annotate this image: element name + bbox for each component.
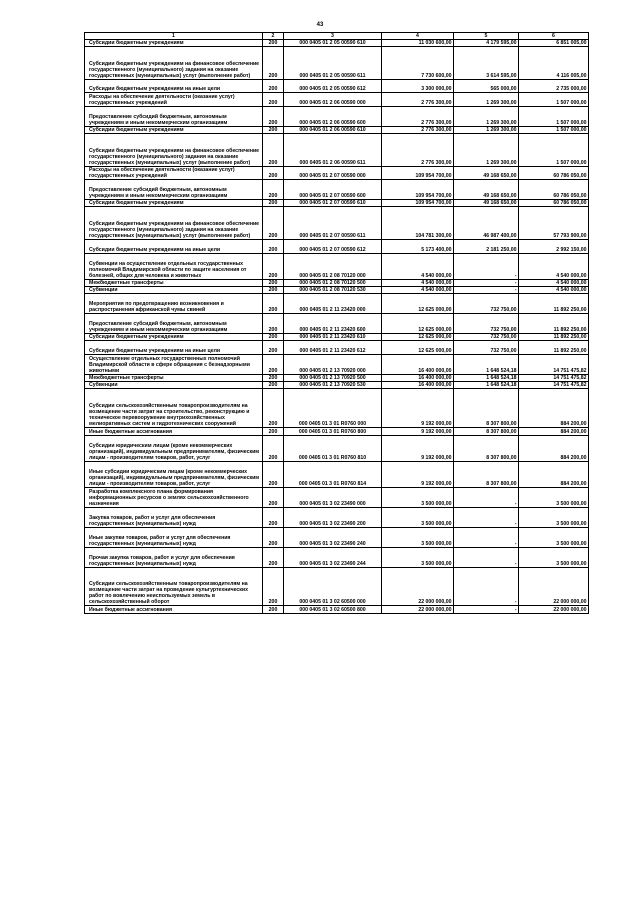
- row-remainder-cell: 60 786 050,00: [519, 200, 589, 207]
- table-row: [85, 79, 589, 93]
- row-code-cell: 200: [263, 253, 284, 279]
- row-approved-cell: 109 954 700,00: [382, 180, 454, 200]
- row-classifier-cell: 000 0405 01 3 02 60500 000: [284, 567, 382, 606]
- row-approved-cell: 12 625 000,00: [382, 314, 454, 334]
- row-approved-cell: 2 776 300,00: [382, 126, 454, 133]
- page-number: 43: [316, 22, 324, 28]
- row-name-cell: Расходы на обеспечение деятельности (оказание услуг) государственных учреждений: [85, 166, 263, 180]
- row-approved-cell: 16 400 000,00: [382, 374, 454, 381]
- row-executed-cell: 46 987 400,00: [454, 207, 519, 240]
- row-classifier-cell: 000 0405 01 2 11 23420 612: [284, 341, 382, 355]
- row-approved-cell: 3 500 000,00: [382, 547, 454, 567]
- row-code-cell: 200: [263, 435, 284, 461]
- table-row: [85, 389, 589, 428]
- row-executed-cell: -: [454, 287, 519, 294]
- row-name-cell: Субсидии бюджетным учреждениям: [85, 126, 263, 133]
- row-code-cell: 200: [263, 200, 284, 207]
- row-classifier-cell: 000 0405 01 2 06 00590 611: [284, 134, 382, 167]
- row-code-cell: 200: [263, 334, 284, 341]
- row-executed-cell: 8 307 800,00: [454, 435, 519, 461]
- row-name-cell: Межбюджетные трансферты: [85, 374, 263, 381]
- table-row: [85, 166, 589, 180]
- row-classifier-cell: 000 0405 01 2 05 00590 610: [284, 40, 382, 47]
- row-classifier-cell: 000 0405 01 2 13 70920 000: [284, 355, 382, 375]
- row-code-cell: 200: [263, 428, 284, 435]
- row-executed-cell: 732 750,00: [454, 314, 519, 334]
- row-executed-cell: 1 269 300,00: [454, 93, 519, 107]
- row-classifier-cell: 000 0405 01 2 05 00590 611: [284, 47, 382, 80]
- row-approved-cell: 16 400 000,00: [382, 355, 454, 375]
- row-remainder-cell: 14 751 475,82: [519, 355, 589, 375]
- table-row: [85, 461, 589, 487]
- row-classifier-cell: 000 0405 01 2 08 70120 530: [284, 287, 382, 294]
- row-approved-cell: 12 625 000,00: [382, 341, 454, 355]
- row-classifier-cell: 000 0405 01 2 06 00590 000: [284, 93, 382, 107]
- row-approved-cell: 109 954 700,00: [382, 166, 454, 180]
- row-code-cell: 200: [263, 47, 284, 80]
- row-classifier-cell: 000 0405 01 3 02 23490 240: [284, 527, 382, 547]
- row-approved-cell: 3 500 000,00: [382, 527, 454, 547]
- row-name-cell: Субсидии бюджетным учреждениям на финансовое обеспечение государственного (муниципального) задания на оказание государственных (муниципальных) услуг (выполнение работ): [85, 47, 263, 80]
- row-name-cell: Предоставление субсидий бюджетным, автономным учреждениям и иным некоммерческим организациям: [85, 180, 263, 200]
- row-name-cell: Субсидии бюджетным учреждениям на иные цели: [85, 79, 263, 93]
- row-approved-cell: 3 300 000,00: [382, 79, 454, 93]
- table-row: [85, 547, 589, 567]
- row-classifier-cell: 000 0405 01 2 07 00590 611: [284, 207, 382, 240]
- row-code-cell: 200: [263, 527, 284, 547]
- row-code-cell: 200: [263, 40, 284, 47]
- row-classifier-cell: 000 0405 01 2 07 00590 600: [284, 180, 382, 200]
- table-header-row: [85, 33, 589, 40]
- row-name-cell: Закупка товаров, работ и услуг для обеспечения государственных (муниципальных) нужд: [85, 507, 263, 527]
- row-name-cell: Предоставление субсидий бюджетным, автономным учреждениям и иным некоммерческим организациям: [85, 106, 263, 126]
- row-name-cell: Субсидии бюджетным учреждениям на иные цели: [85, 239, 263, 253]
- table-row: [85, 487, 589, 507]
- row-code-cell: 200: [263, 126, 284, 133]
- row-classifier-cell: 000 0405 01 2 08 70120 000: [284, 253, 382, 279]
- row-executed-cell: 8 307 800,00: [454, 461, 519, 487]
- table-row: [85, 294, 589, 314]
- row-code-cell: 200: [263, 314, 284, 334]
- row-remainder-cell: 884 200,00: [519, 389, 589, 428]
- table-row: [85, 279, 589, 286]
- table-row: [85, 239, 589, 253]
- row-executed-cell: 565 000,00: [454, 79, 519, 93]
- row-remainder-cell: 57 793 900,00: [519, 207, 589, 240]
- table-row: [85, 382, 589, 389]
- row-name-cell: Иные бюджетные ассигнования: [85, 428, 263, 435]
- column-header: 3: [284, 33, 382, 40]
- row-remainder-cell: 6 851 005,00: [519, 40, 589, 47]
- row-executed-cell: -: [454, 507, 519, 527]
- table-row: [85, 180, 589, 200]
- row-remainder-cell: 3 500 000,00: [519, 507, 589, 527]
- row-code-cell: 200: [263, 389, 284, 428]
- row-classifier-cell: 000 0405 01 2 06 00590 600: [284, 106, 382, 126]
- table-row: [85, 606, 589, 613]
- row-approved-cell: 4 540 000,00: [382, 287, 454, 294]
- row-executed-cell: 1 269 300,00: [454, 134, 519, 167]
- column-header: 1: [85, 33, 263, 40]
- row-remainder-cell: 884 200,00: [519, 461, 589, 487]
- row-executed-cell: 3 614 595,00: [454, 47, 519, 80]
- row-classifier-cell: 000 0405 01 3 02 23490 200: [284, 507, 382, 527]
- row-remainder-cell: 11 892 250,00: [519, 341, 589, 355]
- row-code-cell: 200: [263, 287, 284, 294]
- row-classifier-cell: 000 0405 01 3 02 23490 244: [284, 547, 382, 567]
- row-name-cell: Осуществление отдельных государственных полномочий Владимирской области в сфере обращения с безнадзорными животными: [85, 355, 263, 375]
- row-executed-cell: 8 307 800,00: [454, 428, 519, 435]
- row-executed-cell: 49 168 650,00: [454, 180, 519, 200]
- row-code-cell: 200: [263, 374, 284, 381]
- table-row: [85, 93, 589, 107]
- row-classifier-cell: 000 0405 01 3 01 R0760 000: [284, 389, 382, 428]
- row-remainder-cell: 2 735 000,00: [519, 79, 589, 93]
- row-remainder-cell: 2 992 150,00: [519, 239, 589, 253]
- row-code-cell: 200: [263, 606, 284, 613]
- row-name-cell: Субсидии сельскохозяйственным товаропроизводителям на возмещение части затрат на строительство, реконструкцию и техническое перевооружение внутрихозяйственных мелиоративных систем и гидротехнических сооружений: [85, 389, 263, 428]
- row-classifier-cell: 000 0405 01 3 01 R0760 814: [284, 461, 382, 487]
- row-code-cell: 200: [263, 239, 284, 253]
- table-row: [85, 341, 589, 355]
- row-approved-cell: 22 000 000,00: [382, 606, 454, 613]
- row-name-cell: Субсидии бюджетным учреждениям: [85, 40, 263, 47]
- row-classifier-cell: 000 0405 01 2 11 23420 600: [284, 314, 382, 334]
- row-executed-cell: 49 168 650,00: [454, 200, 519, 207]
- row-executed-cell: -: [454, 279, 519, 286]
- row-remainder-cell: 60 786 050,00: [519, 166, 589, 180]
- row-name-cell: Субсидии бюджетным учреждениям: [85, 200, 263, 207]
- row-approved-cell: 12 625 000,00: [382, 294, 454, 314]
- row-name-cell: Субвенции на осуществление отдельных государственных полномочий Владимирской области по защите населения от болезней, общих для человека и животных: [85, 253, 263, 279]
- row-executed-cell: 732 750,00: [454, 334, 519, 341]
- row-remainder-cell: 4 540 000,00: [519, 253, 589, 279]
- table-row: [85, 334, 589, 341]
- row-executed-cell: 2 181 250,00: [454, 239, 519, 253]
- row-approved-cell: 5 173 400,00: [382, 239, 454, 253]
- row-classifier-cell: 000 0405 01 2 05 00590 612: [284, 79, 382, 93]
- row-name-cell: Предоставление субсидий бюджетным, автономным учреждениям и иным некоммерческим организациям: [85, 314, 263, 334]
- row-remainder-cell: 22 000 000,00: [519, 606, 589, 613]
- row-name-cell: Иные закупки товаров, работ и услуг для обеспечения государственных (муниципальных) нужд: [85, 527, 263, 547]
- row-remainder-cell: 884 200,00: [519, 428, 589, 435]
- row-code-cell: 200: [263, 547, 284, 567]
- table-row: [85, 428, 589, 435]
- row-name-cell: Расходы на обеспечение деятельности (оказание услуг) государственных учреждений: [85, 93, 263, 107]
- table-row: [85, 567, 589, 606]
- row-executed-cell: -: [454, 567, 519, 606]
- row-code-cell: 200: [263, 106, 284, 126]
- row-executed-cell: -: [454, 547, 519, 567]
- table-row: [85, 314, 589, 334]
- row-code-cell: 200: [263, 93, 284, 107]
- row-code-cell: 200: [263, 355, 284, 375]
- row-remainder-cell: 3 500 000,00: [519, 487, 589, 507]
- row-code-cell: 200: [263, 279, 284, 286]
- row-classifier-cell: 000 0405 01 3 01 R0760 800: [284, 428, 382, 435]
- table-row: [85, 126, 589, 133]
- row-code-cell: 200: [263, 567, 284, 606]
- row-code-cell: 200: [263, 382, 284, 389]
- row-name-cell: Субвенции: [85, 382, 263, 389]
- table-row: [85, 200, 589, 207]
- row-executed-cell: -: [454, 487, 519, 507]
- row-remainder-cell: 4 540 000,00: [519, 279, 589, 286]
- row-code-cell: 200: [263, 461, 284, 487]
- row-classifier-cell: 000 0405 01 2 13 70920 500: [284, 374, 382, 381]
- row-name-cell: Субсидии бюджетным учреждениям на финансовое обеспечение государственного (муниципального) задания на оказание государственных (муниципальных) услуг (выполнение работ): [85, 134, 263, 167]
- table-row: [85, 106, 589, 126]
- row-approved-cell: 104 781 300,00: [382, 207, 454, 240]
- table-row: [85, 253, 589, 279]
- row-classifier-cell: 000 0405 01 2 11 23420 610: [284, 334, 382, 341]
- row-approved-cell: 16 400 000,00: [382, 382, 454, 389]
- row-remainder-cell: 11 892 250,00: [519, 294, 589, 314]
- table-row: [85, 435, 589, 461]
- row-approved-cell: 2 776 300,00: [382, 134, 454, 167]
- row-approved-cell: 12 625 000,00: [382, 334, 454, 341]
- table-row: [85, 287, 589, 294]
- row-executed-cell: 49 168 650,00: [454, 166, 519, 180]
- row-classifier-cell: 000 0405 01 2 13 70920 530: [284, 382, 382, 389]
- row-remainder-cell: 60 786 050,00: [519, 180, 589, 200]
- row-approved-cell: 7 730 600,00: [382, 47, 454, 80]
- row-classifier-cell: 000 0405 01 3 01 R0760 810: [284, 435, 382, 461]
- row-remainder-cell: 1 507 000,00: [519, 134, 589, 167]
- row-executed-cell: 8 307 800,00: [454, 389, 519, 428]
- table-row: [85, 355, 589, 375]
- row-approved-cell: 4 540 000,00: [382, 279, 454, 286]
- row-name-cell: Межбюджетные трансферты: [85, 279, 263, 286]
- row-executed-cell: 1 269 300,00: [454, 126, 519, 133]
- row-remainder-cell: 4 116 005,00: [519, 47, 589, 80]
- row-classifier-cell: 000 0405 01 2 08 70120 500: [284, 279, 382, 286]
- row-remainder-cell: 884 200,00: [519, 435, 589, 461]
- row-classifier-cell: 000 0405 01 2 11 23420 000: [284, 294, 382, 314]
- row-name-cell: Иные бюджетные ассигнования: [85, 606, 263, 613]
- row-name-cell: Субсидии бюджетным учреждениям на финансовое обеспечение государственного (муниципального) задания на оказание государственных (муниципальных) услуг (выполнение работ): [85, 207, 263, 240]
- budget-execution-table: [84, 32, 589, 614]
- table-row: [85, 507, 589, 527]
- row-name-cell: Иные субсидии юридическим лицам (кроме некоммерческих организаций), индивидуальным предпринимателям, физическим лицам - производителям товаров, работ, услуг: [85, 461, 263, 487]
- row-name-cell: Разработка комплексного плана формирования информационных ресурсов о землях сельскохозяйственного назначения: [85, 487, 263, 507]
- row-name-cell: Субсидии сельскохозяйственным товаропроизводителям на возмещение части затрат на проведение культуртехнических работ по вовлечению неиспользуемых земель в сельскохозяйственный оборот: [85, 567, 263, 606]
- table-row: [85, 47, 589, 80]
- column-header: 4: [382, 33, 454, 40]
- row-code-cell: 200: [263, 341, 284, 355]
- row-name-cell: Субсидии бюджетным учреждениям на иные цели: [85, 341, 263, 355]
- row-code-cell: 200: [263, 207, 284, 240]
- column-header: 5: [454, 33, 519, 40]
- row-classifier-cell: 000 0405 01 2 06 00590 610: [284, 126, 382, 133]
- row-classifier-cell: 000 0405 01 3 02 60500 800: [284, 606, 382, 613]
- row-code-cell: 200: [263, 79, 284, 93]
- table-row: [85, 527, 589, 547]
- row-name-cell: Субсидии бюджетным учреждениям: [85, 334, 263, 341]
- row-classifier-cell: 000 0405 01 3 02 23490 000: [284, 487, 382, 507]
- column-header: 6: [519, 33, 589, 40]
- row-executed-cell: 1 648 524,18: [454, 355, 519, 375]
- row-executed-cell: 4 179 595,00: [454, 40, 519, 47]
- table-row: [85, 40, 589, 47]
- row-executed-cell: -: [454, 253, 519, 279]
- row-remainder-cell: 3 500 000,00: [519, 527, 589, 547]
- row-executed-cell: 732 750,00: [454, 341, 519, 355]
- row-code-cell: 200: [263, 134, 284, 167]
- row-approved-cell: 11 030 600,00: [382, 40, 454, 47]
- row-approved-cell: 9 192 000,00: [382, 428, 454, 435]
- row-remainder-cell: 22 000 000,00: [519, 567, 589, 606]
- row-code-cell: 200: [263, 180, 284, 200]
- row-remainder-cell: 11 892 250,00: [519, 314, 589, 334]
- row-classifier-cell: 000 0405 01 2 07 00590 612: [284, 239, 382, 253]
- row-approved-cell: 9 192 000,00: [382, 461, 454, 487]
- row-remainder-cell: 14 751 475,82: [519, 382, 589, 389]
- row-approved-cell: 9 192 000,00: [382, 435, 454, 461]
- row-executed-cell: -: [454, 527, 519, 547]
- row-approved-cell: 109 954 700,00: [382, 200, 454, 207]
- row-remainder-cell: 3 500 000,00: [519, 547, 589, 567]
- table-row: [85, 207, 589, 240]
- row-approved-cell: 9 192 000,00: [382, 389, 454, 428]
- row-approved-cell: 2 776 300,00: [382, 106, 454, 126]
- row-approved-cell: 4 540 000,00: [382, 253, 454, 279]
- table-body: [85, 40, 589, 614]
- row-remainder-cell: 11 892 250,00: [519, 334, 589, 341]
- row-code-cell: 200: [263, 507, 284, 527]
- row-name-cell: Мероприятия по предотвращению возникновения и распространения африканской чумы свиней: [85, 294, 263, 314]
- row-remainder-cell: 1 507 000,00: [519, 126, 589, 133]
- row-name-cell: Субвенции: [85, 287, 263, 294]
- row-classifier-cell: 000 0405 01 2 07 00590 610: [284, 200, 382, 207]
- row-name-cell: Субсидии юридическим лицам (кроме некоммерческих организаций), индивидуальным предпринимателям, физическим лицам - производителям товаров, работ, услуг: [85, 435, 263, 461]
- row-code-cell: 200: [263, 294, 284, 314]
- row-executed-cell: 1 648 524,18: [454, 382, 519, 389]
- row-code-cell: 200: [263, 487, 284, 507]
- row-executed-cell: 1 269 300,00: [454, 106, 519, 126]
- row-name-cell: Прочая закупка товаров, работ и услуг для обеспечения государственных (муниципальных) нужд: [85, 547, 263, 567]
- row-approved-cell: 3 500 000,00: [382, 487, 454, 507]
- row-remainder-cell: 4 540 000,00: [519, 287, 589, 294]
- row-executed-cell: -: [454, 606, 519, 613]
- row-approved-cell: 3 500 000,00: [382, 507, 454, 527]
- row-executed-cell: 1 648 524,18: [454, 374, 519, 381]
- row-remainder-cell: 14 751 475,82: [519, 374, 589, 381]
- row-approved-cell: 22 000 000,00: [382, 567, 454, 606]
- table-row: [85, 134, 589, 167]
- row-approved-cell: 2 776 300,00: [382, 93, 454, 107]
- row-remainder-cell: 1 507 000,00: [519, 93, 589, 107]
- row-code-cell: 200: [263, 166, 284, 180]
- column-header: 2: [263, 33, 284, 40]
- row-remainder-cell: 1 507 000,00: [519, 106, 589, 126]
- row-executed-cell: 732 750,00: [454, 294, 519, 314]
- row-classifier-cell: 000 0405 01 2 07 00590 000: [284, 166, 382, 180]
- table-row: [85, 374, 589, 381]
